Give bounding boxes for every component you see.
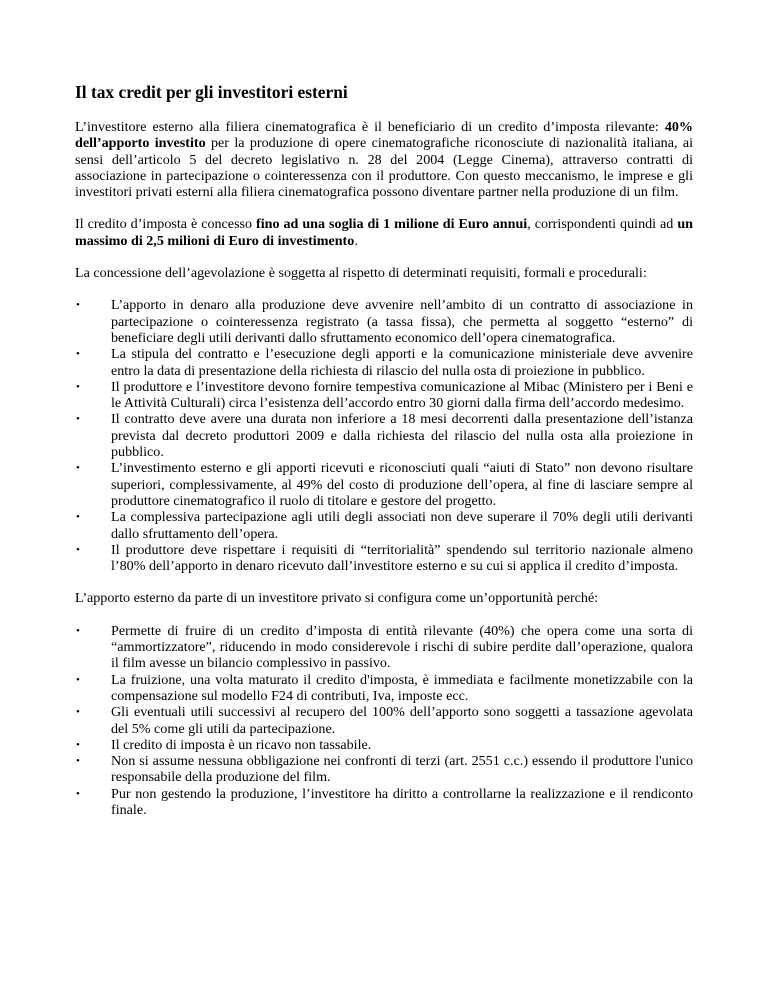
threshold-paragraph (75, 216, 693, 249)
threshold-bold-2: un massimo di 2,5 milioni di Euro di investimento (75, 216, 693, 249)
requirements-intro: La concessione dell’agevolazione è soggetta al rispetto di determinati requisiti, formali e procedurali: (75, 265, 647, 282)
list-item: • La stipula del contratto e l’esecuzione degli apporti e la comunicazione ministeriale deve avvenire entro la data di presentazione della richiesta di rilascio del nulla osta di proiezione in pubblico. (75, 346, 693, 379)
opportunity-intro: L’apporto esterno da parte di un investitore privato si configura come un’opportunità perché: (75, 590, 599, 607)
list-item: • L’investimento esterno e gli apporti ricevuti e riconosciuti quali “aiuti di Stato” non devono risultare superiori, complessivamente, al 49% del costo di produzione dell’opera, al fine di lasciare sempre al produttore cinematografico il ruolo di titolare e gestore del progetto. (75, 460, 693, 509)
list-item: • Il produttore e l’investitore devono fornire tempestiva comunicazione al Mibac (Ministero per i Beni e le Attività Culturali) circa l’esistenza dell’accordo entro 30 giorni dalla firma dell’accordo medesimo. (75, 379, 693, 412)
document-page (75, 82, 693, 834)
list-item: • Pur non gestendo la produzione, l’investitore ha diritto a controllarne la realizzazione e il rendiconto finale. (75, 786, 693, 819)
threshold-text-1: Il credito d’imposta è concesso (75, 216, 257, 233)
list-item: • Gli eventuali utili successivi al recupero del 100% dell’apporto sono soggetti a tassazione agevolata del 5% come gli utili da partecipazione. (75, 704, 693, 737)
list-item: • L’apporto in denaro alla produzione deve avvenire nell’ambito di un contratto di associazione in partecipazione o cointeressenza registrato (a tassa fissa), che permetta al soggetto “esterno” di beneficiare degli utili derivanti dallo sfruttamento economico dell’opera cinematografica. (75, 297, 693, 346)
intro-paragraph (75, 119, 693, 200)
list-item: • Il produttore deve rispettare i requisiti di “territorialità” spendendo sul territorio nazionale almeno l’80% dell’apporto in denaro ricevuto dall’investitore esterno e su cui si applica il credito d’imposta. (75, 542, 693, 575)
list-item: • La complessiva partecipazione agli utili degli associati non deve superare il 70% degli utili derivanti dallo sfruttamento dell’opera. (75, 509, 693, 542)
threshold-bold-1: fino ad una soglia di 1 milione di Euro annui (256, 216, 528, 233)
list-item: • Il credito di imposta è un ricavo non tassabile. (75, 737, 693, 753)
list-item: • Permette di fruire di un credito d’imposta di entità rilevante (40%) che opera come una sorta di “ammortizzatore”, riducendo in modo considerevole i rischi di subire perdite dall’operazione, qualora il film avesse un bilancio complessivo in passivo. (75, 623, 693, 672)
document-title: Il tax credit per gli investitori esterni (75, 82, 348, 102)
list-item: • Il contratto deve avere una durata non inferiore a 18 mesi decorrenti dalla presentazione dell’istanza prevista dal decreto produttori 2009 e dalla richiesta del rilascio del nulla osta alla proiezione in pubblico. (75, 411, 693, 460)
intro-text-1: L’investitore esterno alla filiera cinematografica è il beneficiario di un credito d’imposta rilevante: (75, 119, 665, 135)
list-item: • Non si assume nessuna obbligazione nei confronti di terzi (art. 2551 c.c.) essendo il produttore l'unico responsabile della produzione del film. (75, 753, 693, 786)
threshold-text-2: , corrispondenti quindi ad (527, 216, 678, 233)
requirements-list (75, 297, 693, 574)
opportunity-list (75, 623, 693, 819)
intro-text-2: per la produzione di opere cinematografiche riconosciute di nazionalità italiana, ai sensi dell’articolo 5 del decreto legislativo n. 28 del 2004 (Legge Cinema), attraverso contratti di associazione in partecipazione o cointeressenza con il produttore. Con questo meccanismo, le imprese e gli investitori privati esterni alla filiera cinematografica possono diventare partner nella produzione di un film. (75, 135, 693, 201)
list-item: • La fruizione, una volta maturato il credito d'imposta, è immediata e facilmente monetizzabile con la compensazione sul modello F24 di contributi, Iva, imposte ecc. (75, 672, 693, 705)
threshold-text-3: . (354, 232, 358, 249)
intro-bold-1: 40% dell’apporto investito (75, 119, 693, 152)
